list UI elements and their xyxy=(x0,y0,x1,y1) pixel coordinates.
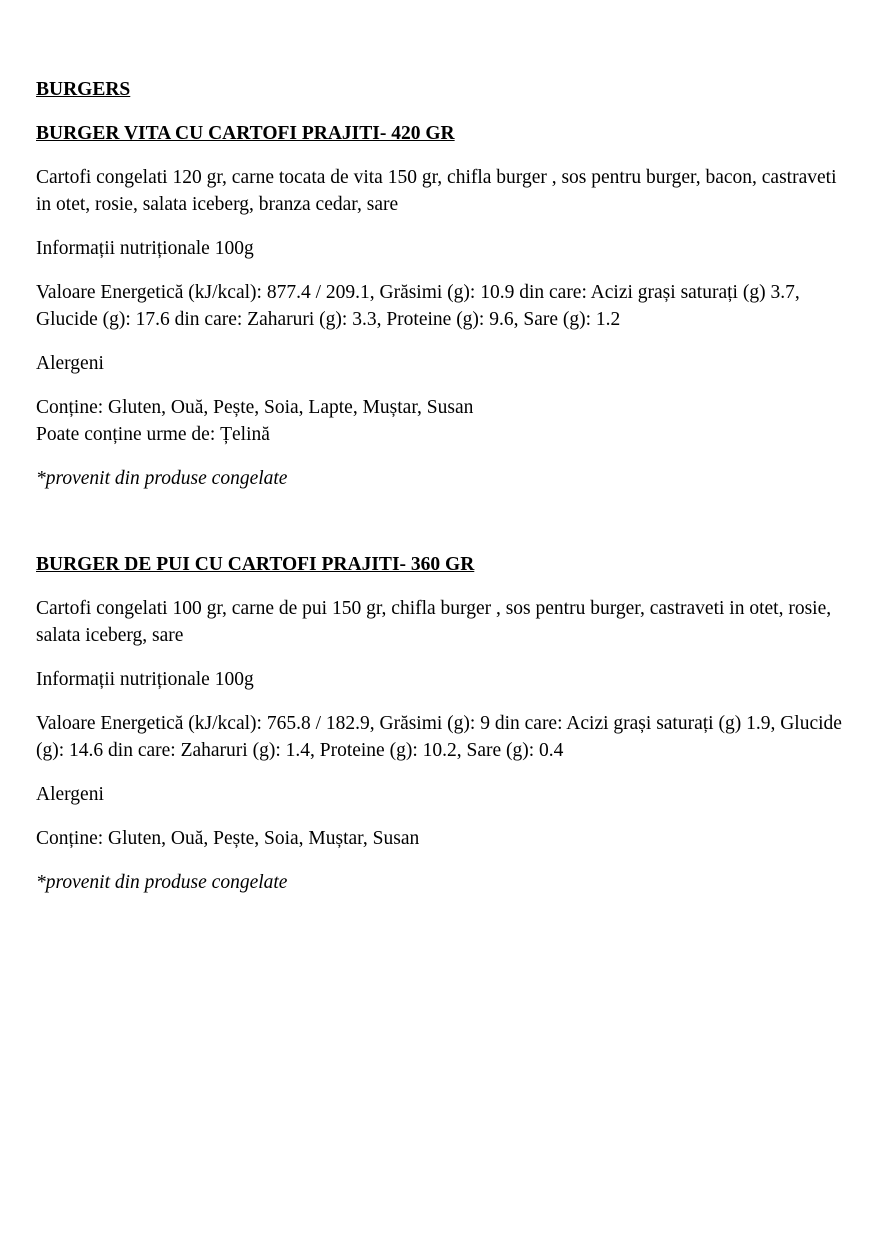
section-title: BURGERS xyxy=(36,79,131,100)
frozen-note: *provenit din produse congelate xyxy=(36,468,288,489)
item-title: BURGER DE PUI CU CARTOFI PRAJITI- 360 GR xyxy=(36,554,475,575)
frozen-note: *provenit din produse congelate xyxy=(36,872,288,893)
allergens-heading: Alergeni xyxy=(36,353,104,374)
nutrition-values: Valoare Energetică (kJ/kcal): 877.4 / 209.1, Grăsimi (g): 10.9 din care: Acizi grași saturați (g) 3.7, Glucide (g): 17.6 din care: Zaharuri (g): 3.3, Proteine (g): 9.6, Sare (g): 1.2 xyxy=(36,282,800,330)
allergens-block xyxy=(36,394,846,448)
item-title: BURGER VITA CU CARTOFI PRAJITI- 420 GR xyxy=(36,123,455,144)
nutrition-heading: Informații nutriționale 100g xyxy=(36,669,254,690)
item-ingredients: Cartofi congelati 100 gr, carne de pui 150 gr, chifla burger , sos pentru burger, castraveti in otet, rosie, salata iceberg, sare xyxy=(36,598,832,646)
allergens-contains: Conține: Gluten, Ouă, Pește, Soia, Lapte, Muștar, Susan xyxy=(36,397,474,418)
nutrition-heading: Informații nutriționale 100g xyxy=(36,238,254,259)
nutrition-values: Valoare Energetică (kJ/kcal): 765.8 / 182.9, Grăsimi (g): 9 din care: Acizi grași saturați (g) 1.9, Glucide (g): 14.6 din care: Zaharuri (g): 1.4, Proteine (g): 10.2, Sare (g): 0.4 xyxy=(36,713,842,761)
menu-item-burger-pui xyxy=(36,551,846,896)
menu-item-burger-vita xyxy=(36,120,846,492)
allergens-contains: Conține: Gluten, Ouă, Pește, Soia, Muștar, Susan xyxy=(36,828,420,849)
item-ingredients: Cartofi congelati 120 gr, carne tocata de vita 150 gr, chifla burger , sos pentru burger, bacon, castraveti in otet, rosie, salata iceberg, branza cedar, sare xyxy=(36,167,837,215)
allergens-heading: Alergeni xyxy=(36,784,104,805)
allergens-may-contain: Poate conține urme de: Țelină xyxy=(36,424,270,445)
menu-document xyxy=(36,76,846,896)
